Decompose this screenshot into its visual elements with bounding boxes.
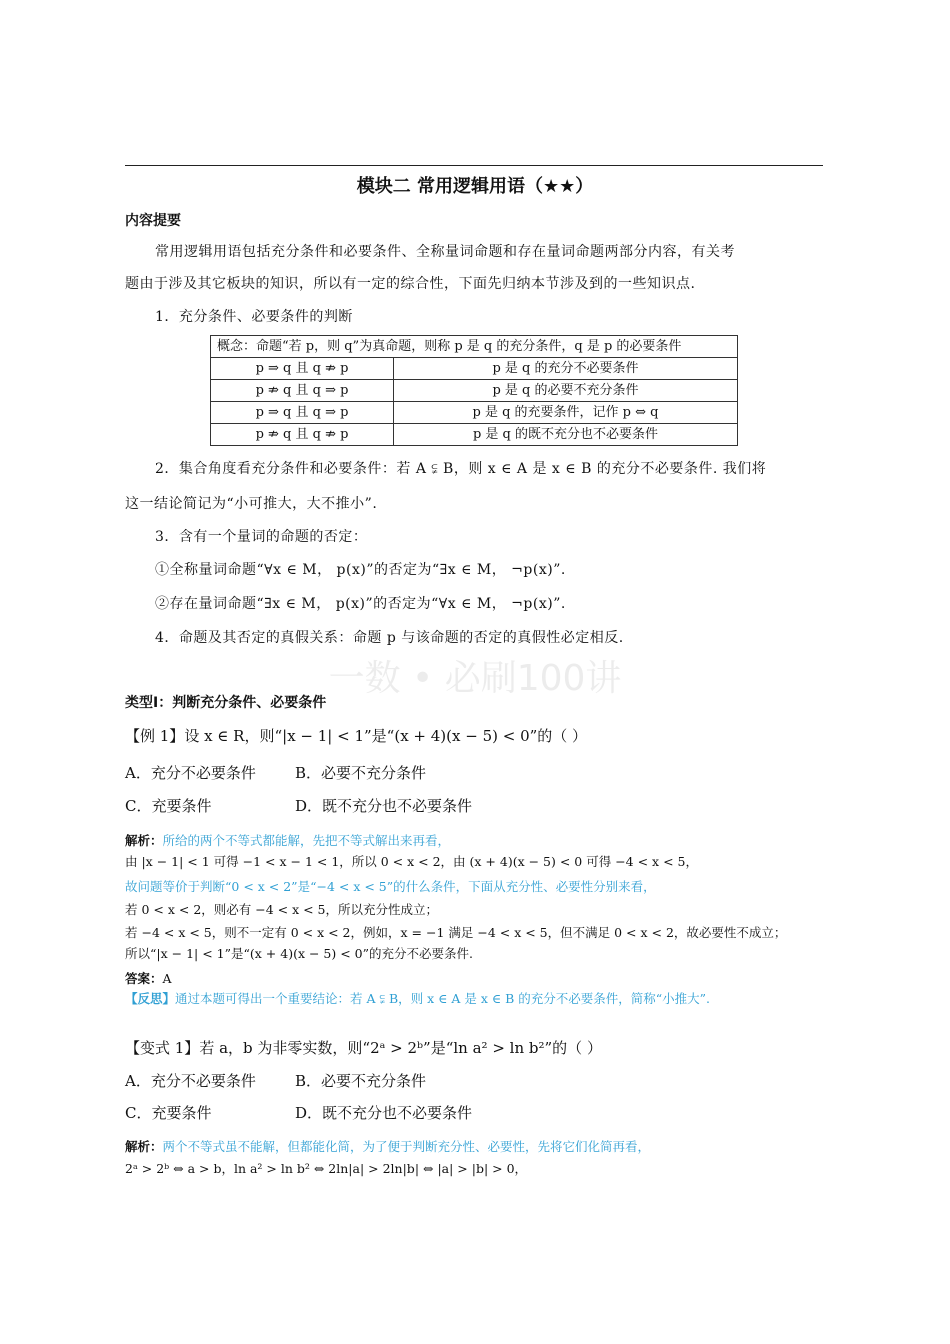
- example-stem: 设 x ∈ R，则“|x − 1| < 1”是“(x + 4)(x − 5) < 0”的（ ）: [184, 727, 588, 745]
- example-1-solution-step-3: 若 0 < x < 2，则必有 −4 < x < 5，所以充分性成立；: [125, 902, 439, 917]
- variant-1-solution-hint-line: [125, 1137, 650, 1155]
- point-1: 1．充分条件、必要条件的判断: [155, 309, 353, 325]
- example-1-option-b[interactable]: B．必要不充分条件: [295, 764, 427, 782]
- answer-value: A: [162, 971, 172, 986]
- type-heading: 类型Ⅰ：判断充分条件、必要条件: [125, 695, 327, 711]
- table-header: 概念：命题“若 p，则 q”为真命题，则称 p 是 q 的充分条件，q 是 p 的必要条件: [211, 336, 738, 358]
- table-row: [211, 402, 738, 424]
- point-3-a: ①全称量词命题“∀x ∈ M， p(x)”的否定为“∃x ∈ M， ¬p(x)”.: [155, 562, 566, 578]
- example-1-solution-step-5: 所以“|x − 1| < 1”是“(x + 4)(x − 5) < 0”的充分不必要条件.: [125, 946, 473, 961]
- variant-1-option-d[interactable]: D．既不充分也不必要条件: [295, 1104, 473, 1122]
- answer-label: 答案：: [125, 971, 163, 986]
- table-cond: p ⇏ q 且 q ⇒ p: [211, 380, 394, 402]
- summary-heading: 内容提要: [125, 213, 181, 229]
- solution-hint: 所给的两个不等式都能解，先把不等式解出来再看，: [162, 833, 451, 848]
- variant-1-question: [125, 1037, 602, 1058]
- table-header-row: [211, 336, 738, 358]
- solution-label: 解析：: [125, 1139, 163, 1154]
- example-1-option-c[interactable]: C．充要条件: [125, 797, 212, 815]
- table-row: [211, 424, 738, 446]
- watermark: 一数 • 必刷100讲: [328, 658, 622, 699]
- point-2-line-1: 2．集合角度看充分条件和必要条件：若 A ⫋ B，则 x ∈ A 是 x ∈ B 的充分不必要条件. 我们将: [155, 461, 767, 477]
- table-meaning: p 是 q 的充要条件，记作 p ⇔ q: [394, 402, 738, 424]
- variant-label: 【变式 1】: [125, 1039, 200, 1057]
- table-cond: p ⇏ q 且 q ⇏ p: [211, 424, 394, 446]
- header-rule: [125, 165, 823, 166]
- variant-1-option-c[interactable]: C．充要条件: [125, 1104, 212, 1122]
- variant-1-option-b[interactable]: B．必要不充分条件: [295, 1072, 427, 1090]
- example-1-option-d[interactable]: D．既不充分也不必要条件: [295, 797, 473, 815]
- example-1-answer: [125, 969, 172, 987]
- example-1-solution-step-2: 故问题等价于判断“0 < x < 2”是“−4 < x < 5”的什么条件，下面从充分性、必要性分别来看，: [125, 879, 656, 894]
- example-1-solution-step-1: 由 |x − 1| < 1 可得 −1 < x − 1 < 1，所以 0 < x < 2，由 (x + 4)(x − 5) < 0 可得 −4 < x < 5，: [125, 854, 698, 869]
- condition-table: [210, 335, 738, 446]
- table-cond: p ⇒ q 且 q ⇏ p: [211, 358, 394, 380]
- example-1-option-a[interactable]: A．充分不必要条件: [125, 764, 256, 782]
- table-row: [211, 380, 738, 402]
- point-4: 4．命题及其否定的真假关系：命题 p 与该命题的否定的真假性必定相反.: [155, 630, 624, 646]
- point-3-b: ②存在量词命题“∃x ∈ M， p(x)”的否定为“∀x ∈ M， ¬p(x)”.: [155, 596, 566, 612]
- table-row: [211, 358, 738, 380]
- example-1-reflection: [125, 989, 710, 1007]
- table-meaning: p 是 q 的充分不必要条件: [394, 358, 738, 380]
- variant-1-option-a[interactable]: A．充分不必要条件: [125, 1072, 256, 1090]
- reflection-text: 通过本题可得出一个重要结论：若 A ⫋ B，则 x ∈ A 是 x ∈ B 的充分不必要条件，简称“小推大”.: [175, 991, 711, 1006]
- example-1-question: [125, 725, 587, 746]
- solution-hint: 两个不等式虽不能解，但都能化简，为了便于判断充分性、必要性，先将它们化简再看，: [162, 1139, 651, 1154]
- table-cond: p ⇒ q 且 q ⇒ p: [211, 402, 394, 424]
- point-2-line-2: 这一结论简记为“小可推大，大不推小”.: [125, 496, 378, 512]
- example-1-solution-hint-line: [125, 831, 450, 849]
- module-title: 模块二 常用逻辑用语（★★）: [356, 176, 594, 197]
- example-label: 【例 1】: [125, 727, 185, 745]
- intro-line-1: 常用逻辑用语包括充分条件和必要条件、全称量词命题和存在量词命题两部分内容，有关考: [155, 244, 735, 260]
- intro-line-2: 题由于涉及其它板块的知识，所以有一定的综合性，下面先归纳本节涉及到的一些知识点.: [125, 276, 696, 292]
- solution-label: 解析：: [125, 833, 163, 848]
- variant-stem: 若 a，b 为非零实数，则“2ᵃ > 2ᵇ”是“ln a² > ln b²”的（ ）: [199, 1039, 602, 1057]
- variant-1-solution-step-1: 2ᵃ > 2ᵇ ⇔ a > b，ln a² > ln b² ⇔ 2ln|a| > 2ln|b| ⇔ |a| > |b| > 0，: [125, 1161, 528, 1176]
- reflection-label: 【反思】: [125, 991, 176, 1006]
- example-1-solution-step-4: 若 −4 < x < 5，则不一定有 0 < x < 2，例如，x = −1 满足 −4 < x < 5，但不满足 0 < x < 2，故必要性不成立；: [125, 925, 787, 940]
- point-3: 3．含有一个量词的命题的否定：: [155, 529, 368, 545]
- table-meaning: p 是 q 的既不充分也不必要条件: [394, 424, 738, 446]
- table-meaning: p 是 q 的必要不充分条件: [394, 380, 738, 402]
